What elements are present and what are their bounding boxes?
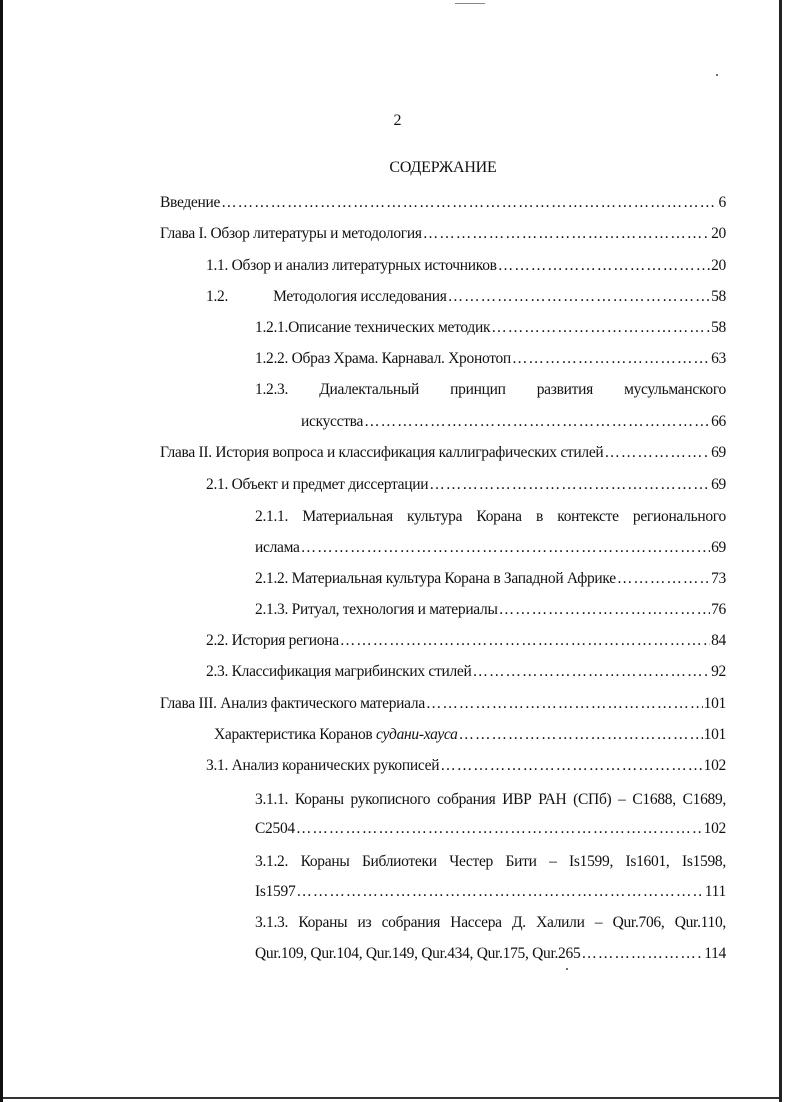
toc-entry-3-1-1-line1[interactable]: 3.1.1. Кораны рукописного собрания ИВР РАН (СПб) – С1688, С1689, (255, 791, 726, 808)
page-left-edge (0, 0, 3, 1102)
page-title: СОДЕРЖАНИЕ (389, 159, 497, 176)
leader-dots (364, 412, 710, 432)
leader-dots (473, 662, 711, 682)
toc-entry-3-1[interactable]: 3.1. Анализ коранических рукописей ………………………………………………………………………………………………………………………………………………………………………………………… 102 (206, 756, 726, 776)
scan-speck (566, 968, 568, 970)
toc-entry-intro[interactable]: Введение ………………………………………………………………………………………………………………………………………………………………………………………… 6 (160, 193, 726, 213)
leader-dots (498, 256, 710, 276)
toc-entry-1-2-3-line1[interactable]: 1.2.3. Диалектальный принцип развития мусульманского (255, 381, 726, 398)
leader-dots (448, 287, 711, 307)
toc-entry-chapter-2[interactable]: Глава II. История вопроса и классификация каллиграфических стилей ………………………………………………………………………………………………………………………………………………………………………………………… 69 (160, 443, 726, 463)
leader-dots (499, 600, 711, 620)
toc-entry-chapter-3[interactable]: Глава III. Анализ фактического материала ………………………………………………………………………………………………………………………………………………………………………………………… 101 (160, 694, 726, 714)
toc-entry-1-2[interactable]: 1.2. Методология исследования ………………………………………………………………………………………………………………………………………………………………………………………… 58 (206, 287, 726, 307)
page-bottom-edge (3, 1097, 779, 1099)
leader-dots (340, 631, 710, 651)
toc-entry-1-2-3-line2[interactable]: искусства ………………………………………………………………………………………………………………………………………………………………………………………… 66 (301, 412, 726, 432)
toc-entry-1-2-2[interactable]: 1.2.2. Образ Храма. Карнавал. Хронотоп ………………………………………………………………………………………………………………………………………………………………………………………… 63 (255, 349, 726, 369)
leader-dots (491, 318, 710, 338)
leader-dots (221, 193, 717, 213)
toc-entry-2-1-1-line1[interactable]: 2.1.1. Материальная культура Корана в контексте регионального (255, 508, 726, 525)
leader-dots (426, 694, 703, 714)
toc-entry-1-2-1[interactable]: 1.2.1.Описание технических методик ………………………………………………………………………………………………………………………………………………………………………………………… 58 (255, 318, 726, 338)
leader-dots (604, 443, 710, 463)
toc-entry-3-1-1-line2[interactable]: С2504 ………………………………………………………………………………………………………………………………………………………………………………………… 102 (255, 819, 726, 839)
toc-entry-3-1-2-line1[interactable]: 3.1.2. Кораны Библиотеки Честер Бити – Is1599, Is1601, Is1598, (255, 853, 726, 870)
scan-mark (455, 3, 485, 4)
leader-dots (581, 944, 703, 964)
toc-entry-2-1-1-line2[interactable]: ислама ………………………………………………………………………………………………………………………………………………………………………………………… 69 (255, 538, 726, 558)
toc-entry-chapter-1[interactable]: Глава I. Обзор литературы и методология ………………………………………………………………………………………………………………………………………………………………………………………… 20 (160, 224, 726, 244)
toc-entry-2-3[interactable]: 2.3. Классификация магрибинских стилей ………………………………………………………………………………………………………………………………………………………………………………………… 92 (206, 662, 726, 682)
scan-speck (716, 74, 718, 76)
toc-entry-2-2[interactable]: 2.2. История региона ………………………………………………………………………………………………………………………………………………………………………………………… 84 (206, 631, 726, 651)
toc-entry-2-1-2[interactable]: 2.1.2. Материальная культура Корана в Западной Африке ………………………………………………………………………………………………………………………………………………………………………………………… 73 (255, 569, 726, 589)
toc-entry-1-1[interactable]: 1.1. Обзор и анализ литературных источников ………………………………………………………………………………………………………………………………………………………………………………………… 20 (206, 256, 726, 276)
leader-dots (617, 569, 710, 589)
leader-dots (512, 349, 710, 369)
toc-entry-3-1-2-line2[interactable]: Is1597 ………………………………………………………………………………………………………………………………………………………………………………………… 111 (255, 882, 726, 902)
leader-dots (429, 475, 710, 495)
toc-entry-2-1[interactable]: 2.1. Объект и предмет диссертации ………………………………………………………………………………………………………………………………………………………………………………………… 69 (206, 475, 726, 495)
page-right-edge (779, 0, 782, 1102)
leader-dots (296, 819, 703, 839)
toc-entry-characteristics[interactable]: Характеристика Коранов судани-хауса ………………………………………………………………………………………………………………………………………………………………………………………… 101 (214, 725, 726, 745)
leader-dots (423, 224, 710, 244)
leader-dots (296, 882, 703, 902)
page-number: 2 (393, 112, 402, 129)
toc-entry-2-1-3[interactable]: 2.1.3. Ритуал, технология и материалы ………………………………………………………………………………………………………………………………………………………………………………………… 76 (255, 600, 726, 620)
leader-dots (459, 725, 703, 745)
toc-entry-3-1-3-line2[interactable]: Qur.109, Qur.104, Qur.149, Qur.434, Qur.175, Qur.265 ………………………………………………………………………………………………………………………………………………………………………………………… 114 (255, 944, 726, 964)
leader-dots (301, 538, 711, 558)
toc-entry-3-1-3-line1[interactable]: 3.1.3. Кораны из собрания Нассера Д. Халили – Qur.706, Qur.110, (255, 914, 726, 931)
leader-dots (440, 756, 702, 776)
